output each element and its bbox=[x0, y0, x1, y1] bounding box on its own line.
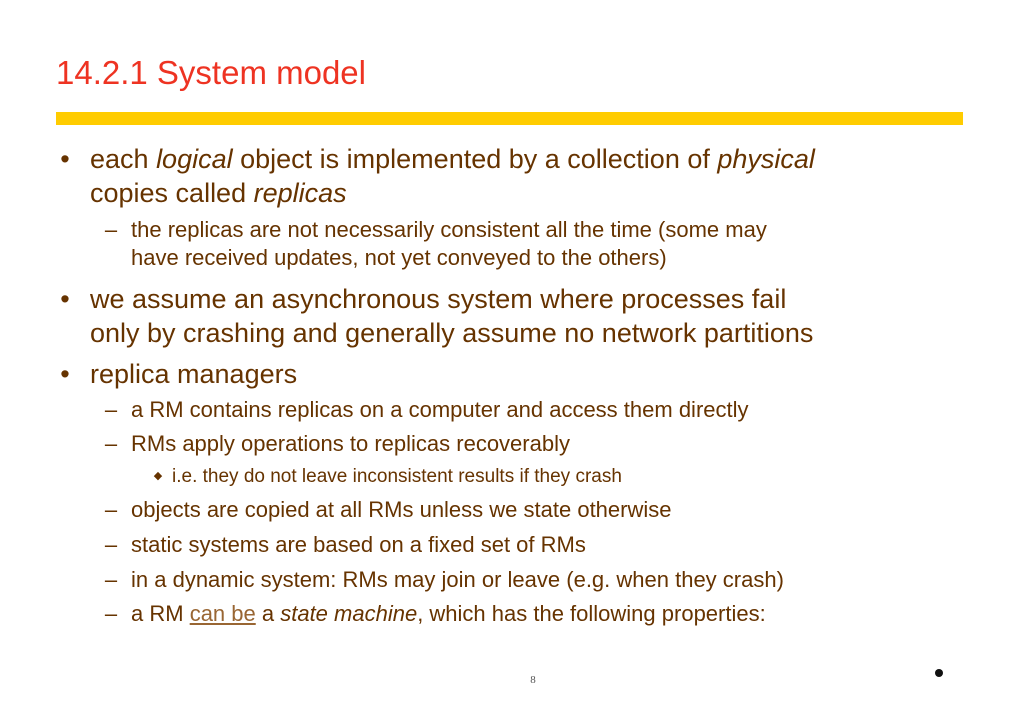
sub-sub-bullet-text: i.e. they do not leave inconsistent results if they crash bbox=[172, 466, 622, 487]
dash-icon: – bbox=[104, 397, 118, 422]
bullet-text: we assume an asynchronous system where processes fail bbox=[90, 284, 787, 314]
bullet-logical-object bbox=[60, 142, 960, 176]
sub-bullet-state-machine bbox=[104, 600, 931, 628]
emphasis-state-machine: state machine bbox=[280, 601, 418, 626]
dash-icon: – bbox=[104, 217, 118, 242]
bullet-text: only by crashing and generally assume no network partitions bbox=[90, 318, 814, 348]
sub-bullet-text: have received updates, not yet conveyed to the others) bbox=[131, 245, 667, 270]
sub-bullet-text: static systems are based on a fixed set of RMs bbox=[131, 532, 586, 557]
bullet-dot-icon: • bbox=[60, 359, 70, 389]
sub-bullet-text: a RM bbox=[131, 601, 190, 626]
bullet-dot-icon: • bbox=[60, 144, 70, 174]
sub-bullet-static-systems bbox=[104, 531, 931, 559]
bullet-logical-object-line2 bbox=[90, 176, 960, 210]
sub-bullet-text: objects are copied at all RMs unless we state otherwise bbox=[131, 497, 672, 522]
page-number: 8 bbox=[530, 674, 536, 686]
dash-icon: – bbox=[104, 567, 118, 592]
emphasis-logical: logical bbox=[156, 144, 233, 174]
dash-icon: – bbox=[104, 532, 118, 557]
bullet-text: each bbox=[90, 144, 157, 174]
dash-icon: – bbox=[104, 431, 118, 456]
bullet-asynchronous-system bbox=[60, 282, 960, 316]
can-be-link[interactable]: can be bbox=[189, 601, 256, 626]
sub-bullet-text: RMs apply operations to replicas recoverably bbox=[131, 431, 570, 456]
bullet-asynchronous-system-line2 bbox=[90, 316, 960, 350]
sub-bullet-text: a RM contains replicas on a computer and access them directly bbox=[131, 397, 749, 422]
slide-title: 14.2.1 System model bbox=[56, 54, 366, 91]
sub-bullet-objects-copied bbox=[104, 496, 931, 524]
sub-bullet-replicas-consistency-line2 bbox=[131, 244, 931, 272]
bullet-text: object is implemented by a collection of bbox=[232, 144, 718, 174]
sub-bullet-rms-apply-operations bbox=[104, 430, 931, 458]
sub-sub-bullet-no-inconsistent-results bbox=[153, 465, 932, 489]
sub-bullet-dynamic-system bbox=[104, 566, 931, 594]
bullet-text: copies called bbox=[90, 178, 254, 208]
dash-icon: – bbox=[104, 497, 118, 522]
emphasis-physical: physical bbox=[717, 144, 815, 174]
sub-bullet-text: the replicas are not necessarily consistent all the time (some may bbox=[131, 217, 767, 242]
bullet-replica-managers bbox=[60, 357, 960, 391]
corner-dot-icon bbox=[935, 669, 943, 677]
sub-bullet-rm-contains-replicas bbox=[104, 396, 931, 424]
bullet-dot-icon: • bbox=[60, 284, 70, 314]
bullet-text: replica managers bbox=[90, 359, 298, 389]
diamond-bullet-icon: ◆ bbox=[153, 470, 163, 482]
sub-bullet-text: a bbox=[255, 601, 281, 626]
sub-bullet-text: , which has the following properties: bbox=[417, 601, 766, 626]
dash-icon: – bbox=[104, 601, 118, 626]
sub-bullet-text: in a dynamic system: RMs may join or leave (e.g. when they crash) bbox=[131, 567, 784, 592]
sub-bullet-replicas-consistency bbox=[104, 216, 931, 244]
emphasis-replicas: replicas bbox=[253, 178, 347, 208]
title-underline-bar bbox=[56, 112, 963, 125]
